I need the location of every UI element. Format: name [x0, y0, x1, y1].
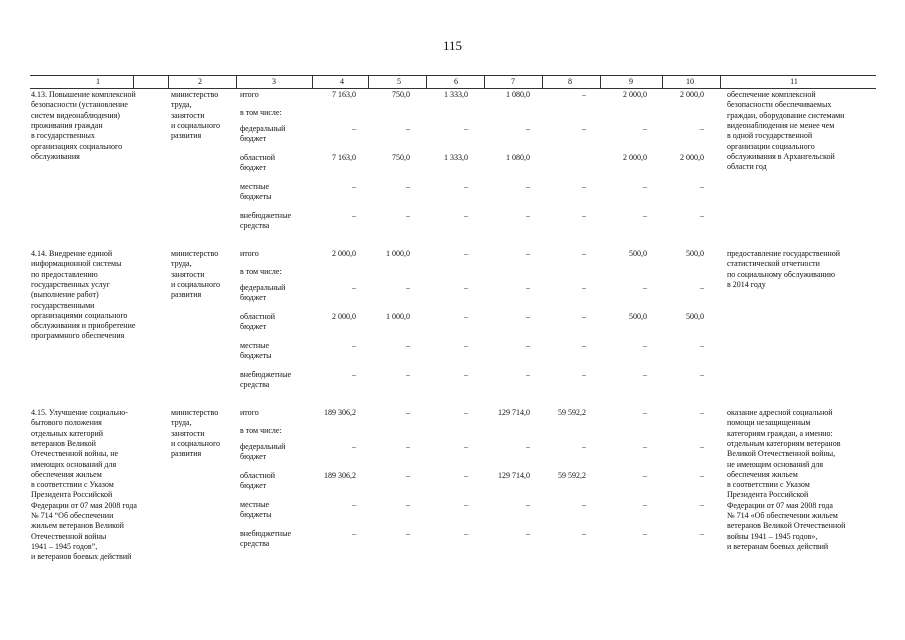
- measure-title: организациями социального: [31, 310, 128, 320]
- executor: и социального: [171, 438, 221, 448]
- amount-cell: –: [643, 124, 647, 133]
- amount-cell: 750,0: [392, 153, 410, 162]
- amount-cell: –: [406, 500, 410, 509]
- header-col-4: 4: [340, 77, 344, 86]
- expected-result: категориям граждан, а именно:: [727, 428, 833, 438]
- expected-result: статистической отчетности: [727, 259, 820, 269]
- header-divider: [368, 76, 369, 88]
- funding-source: внебюджетные: [240, 211, 291, 220]
- executor: занятости: [171, 269, 205, 279]
- header-divider: [484, 76, 485, 88]
- amount-cell: –: [643, 442, 647, 451]
- measure-title: и ветеранов боевых действий: [31, 552, 132, 562]
- measure-title: 1941 – 1945 годов”,: [31, 541, 98, 551]
- amount-cell: –: [406, 124, 410, 133]
- amount-cell: –: [406, 283, 410, 292]
- funding-source: средства: [240, 221, 270, 231]
- amount-cell: –: [526, 211, 530, 220]
- amount-cell: –: [643, 182, 647, 191]
- expected-result: ветеранов Великой Отечественной: [727, 521, 846, 531]
- amount-cell: –: [643, 500, 647, 509]
- amount-cell: 189 306,2: [324, 408, 356, 417]
- amount-cell: –: [526, 442, 530, 451]
- amount-cell: –: [526, 312, 530, 321]
- amount-cell: –: [526, 500, 530, 509]
- header-divider: [168, 76, 169, 88]
- funding-source: местные: [240, 182, 270, 191]
- amount-cell: 2 000,0: [680, 90, 704, 99]
- amount-cell: –: [464, 500, 468, 509]
- funding-source: в том числе:: [240, 108, 282, 117]
- amount-cell: –: [700, 442, 704, 451]
- amount-cell: –: [464, 370, 468, 379]
- funding-source: бюджеты: [240, 510, 272, 520]
- amount-cell: –: [582, 249, 586, 258]
- funding-source: итого: [240, 408, 259, 417]
- amount-cell: –: [582, 442, 586, 451]
- amount-cell: 7 163,0: [332, 90, 356, 99]
- amount-cell: 189 306,2: [324, 471, 356, 480]
- amount-cell: –: [406, 211, 410, 220]
- measure-title: бытового положения: [31, 418, 102, 428]
- amount-cell: –: [464, 471, 468, 480]
- measure-title: 4.13. Повышение комплексной: [31, 90, 136, 99]
- funding-source: бюджет: [240, 322, 267, 332]
- amount-cell: –: [582, 341, 586, 350]
- amount-cell: –: [464, 408, 468, 417]
- amount-cell: –: [464, 283, 468, 292]
- funding-source: федеральный: [240, 283, 286, 292]
- amount-cell: –: [464, 211, 468, 220]
- amount-cell: –: [526, 341, 530, 350]
- executor: министерство: [171, 408, 219, 417]
- expected-result: в 2014 году: [727, 279, 766, 289]
- measure-title: № 714 “Об обеспечении: [31, 511, 114, 520]
- executor: занятости: [171, 428, 205, 438]
- amount-cell: –: [700, 124, 704, 133]
- header-divider: [662, 76, 663, 88]
- measure-title: Президента Российской: [31, 490, 113, 500]
- header-col-7: 7: [511, 77, 515, 86]
- amount-cell: –: [352, 370, 356, 379]
- amount-cell: –: [700, 500, 704, 509]
- expected-result: граждан, оборудование системами: [727, 110, 845, 120]
- amount-cell: –: [643, 283, 647, 292]
- amount-cell: 7 163,0: [332, 153, 356, 162]
- header-col-1: 1: [96, 77, 100, 86]
- header-col-11: 11: [790, 77, 798, 86]
- measure-title: по предоставлению: [31, 269, 98, 279]
- measure-title: организациях социального: [31, 141, 123, 151]
- executor: развития: [171, 131, 202, 141]
- amount-cell: –: [526, 370, 530, 379]
- amount-cell: –: [352, 283, 356, 292]
- expected-result: Президента Российской: [727, 490, 809, 500]
- amount-cell: –: [582, 529, 586, 538]
- amount-cell: –: [582, 182, 586, 191]
- amount-cell: 129 714,0: [498, 408, 530, 417]
- amount-cell: –: [352, 341, 356, 350]
- amount-cell: –: [464, 341, 468, 350]
- amount-cell: 1 333,0: [444, 153, 468, 162]
- amount-cell: –: [526, 529, 530, 538]
- measure-title: в соответствии с Указом: [31, 480, 114, 490]
- measure-title: безопасности (установление: [31, 100, 128, 110]
- executor: министерство: [171, 249, 219, 258]
- amount-cell: 500,0: [686, 312, 704, 321]
- amount-cell: 2 000,0: [623, 90, 647, 99]
- expected-result: отдельным категориям ветеранов: [727, 438, 841, 448]
- amount-cell: –: [464, 182, 468, 191]
- amount-cell: –: [464, 529, 468, 538]
- amount-cell: –: [582, 283, 586, 292]
- table-header: [30, 75, 876, 89]
- expected-result: Великой Отечественной войны,: [727, 449, 836, 459]
- amount-cell: –: [700, 182, 704, 191]
- executor: и социального: [171, 279, 221, 289]
- amount-cell: –: [406, 370, 410, 379]
- amount-cell: –: [582, 124, 586, 133]
- funding-source: бюджет: [240, 134, 267, 144]
- funding-source: областной: [240, 471, 276, 480]
- header-divider: [133, 76, 134, 88]
- funding-source: бюджет: [240, 163, 267, 173]
- amount-cell: –: [352, 500, 356, 509]
- expected-result: безопасности обеспечиваемых: [727, 100, 832, 110]
- funding-source: бюджеты: [240, 192, 272, 202]
- expected-result: обеспечения жильем: [727, 469, 798, 479]
- amount-cell: –: [526, 249, 530, 258]
- measure-title: информационной системы: [31, 259, 122, 269]
- expected-result: области год: [727, 162, 767, 172]
- expected-result: обслуживания в Архангельской: [727, 151, 835, 161]
- measure-title: обслуживания и приобретение: [31, 321, 136, 331]
- amount-cell: –: [406, 341, 410, 350]
- amount-cell: 1 080,0: [506, 90, 530, 99]
- amount-cell: –: [643, 341, 647, 350]
- executor: труда,: [171, 259, 192, 269]
- amount-cell: –: [406, 182, 410, 191]
- header-divider: [720, 76, 721, 88]
- amount-cell: 129 714,0: [498, 471, 530, 480]
- funding-source: итого: [240, 249, 259, 258]
- amount-cell: 2 000,0: [332, 312, 356, 321]
- amount-cell: –: [526, 124, 530, 133]
- amount-cell: –: [643, 370, 647, 379]
- amount-cell: –: [582, 500, 586, 509]
- amount-cell: –: [352, 182, 356, 191]
- amount-cell: –: [700, 283, 704, 292]
- measure-title: систем видеонаблюдения): [31, 110, 120, 120]
- executor: труда,: [171, 418, 192, 428]
- funding-source: в том числе:: [240, 426, 282, 435]
- amount-cell: –: [643, 408, 647, 417]
- amount-cell: –: [526, 182, 530, 191]
- header-col-10: 10: [686, 77, 694, 86]
- amount-cell: –: [582, 90, 586, 99]
- measure-title: 4.15. Улучшение социально-: [31, 408, 128, 417]
- executor: министерство: [171, 90, 219, 99]
- funding-source: итого: [240, 90, 259, 99]
- measure-title: (выполнение работ): [31, 290, 99, 300]
- expected-result: оказание адресной социальной: [727, 408, 833, 417]
- amount-cell: 1 000,0: [386, 312, 410, 321]
- amount-cell: –: [700, 529, 704, 538]
- expected-result: № 714 «Об обеспечении жильем: [727, 511, 838, 520]
- funding-source: в том числе:: [240, 267, 282, 276]
- expected-result: Федерации от 07 мая 2008 года: [727, 500, 833, 510]
- executor: труда,: [171, 100, 192, 110]
- amount-cell: 500,0: [686, 249, 704, 258]
- amount-cell: –: [582, 370, 586, 379]
- amount-cell: –: [464, 249, 468, 258]
- header-divider: [312, 76, 313, 88]
- amount-cell: –: [352, 442, 356, 451]
- amount-cell: 1 080,0: [506, 153, 530, 162]
- expected-result: предоставление государственной: [727, 249, 841, 258]
- executor: развития: [171, 449, 202, 459]
- measure-title: отдельных категорий: [31, 428, 104, 438]
- measure-title: имеющих оснований для: [31, 459, 117, 469]
- measure-title: ветеранов Великой: [31, 438, 96, 448]
- funding-source: средства: [240, 380, 270, 390]
- measure-title: государственными: [31, 300, 95, 310]
- expected-result: и ветеранам боевых действий: [727, 541, 829, 551]
- funding-source: бюджет: [240, 452, 267, 462]
- measure-title: государственных услуг: [31, 279, 110, 289]
- amount-cell: 1 333,0: [444, 90, 468, 99]
- measure-title: проживания граждан: [31, 120, 103, 130]
- amount-cell: –: [643, 471, 647, 480]
- amount-cell: –: [643, 211, 647, 220]
- executor: занятости: [171, 110, 205, 120]
- amount-cell: –: [352, 211, 356, 220]
- amount-cell: 500,0: [629, 249, 647, 258]
- funding-source: внебюджетные: [240, 529, 291, 538]
- measure-title: в государственных: [31, 131, 95, 141]
- amount-cell: –: [406, 442, 410, 451]
- expected-result: не имеющим оснований для: [727, 459, 824, 469]
- amount-cell: –: [406, 529, 410, 538]
- amount-cell: 59 592,2: [558, 471, 586, 480]
- page-number: 115: [442, 38, 463, 53]
- funding-source: местные: [240, 341, 270, 350]
- funding-source: федеральный: [240, 442, 286, 451]
- header-col-3: 3: [272, 77, 276, 86]
- header-divider: [236, 76, 237, 88]
- funding-source: внебюджетные: [240, 370, 291, 379]
- amount-cell: –: [464, 442, 468, 451]
- measure-title: обслуживания: [31, 151, 80, 161]
- amount-cell: –: [700, 471, 704, 480]
- amount-cell: 750,0: [392, 90, 410, 99]
- amount-cell: 59 592,2: [558, 408, 586, 417]
- amount-cell: 1 000,0: [386, 249, 410, 258]
- header-col-2: 2: [198, 77, 202, 86]
- amount-cell: –: [700, 341, 704, 350]
- amount-cell: 2 000,0: [623, 153, 647, 162]
- funding-source: бюджет: [240, 481, 267, 491]
- measure-title: 4.14. Внедрение единой: [31, 249, 113, 258]
- measure-title: жильем ветеранов Великой: [31, 521, 124, 531]
- amount-cell: –: [700, 211, 704, 220]
- measure-title: обеспечения жильем: [31, 469, 102, 479]
- amount-cell: 2 000,0: [680, 153, 704, 162]
- measure-title: Отечественной войны: [31, 531, 107, 541]
- amount-cell: 500,0: [629, 312, 647, 321]
- funding-source: бюджет: [240, 293, 267, 303]
- header-col-5: 5: [397, 77, 401, 86]
- measure-title: Отечественной войны, не: [31, 449, 119, 459]
- amount-cell: –: [643, 529, 647, 538]
- header-col-6: 6: [454, 77, 458, 86]
- amount-cell: –: [352, 124, 356, 133]
- header-col-8: 8: [568, 77, 572, 86]
- executor: и социального: [171, 120, 221, 130]
- amount-cell: –: [464, 124, 468, 133]
- measure-title: Федерации от 07 мая 2008 года: [31, 500, 137, 510]
- funding-source: областной: [240, 312, 276, 321]
- funding-source: бюджеты: [240, 351, 272, 361]
- amount-cell: –: [526, 283, 530, 292]
- header-col-9: 9: [629, 77, 633, 86]
- amount-cell: –: [352, 529, 356, 538]
- amount-cell: –: [464, 312, 468, 321]
- funding-source: местные: [240, 500, 270, 509]
- header-divider: [600, 76, 601, 88]
- executor: развития: [171, 290, 202, 300]
- amount-cell: –: [700, 370, 704, 379]
- amount-cell: –: [700, 408, 704, 417]
- amount-cell: –: [582, 211, 586, 220]
- header-divider: [542, 76, 543, 88]
- expected-result: организации социального: [727, 141, 815, 151]
- expected-result: помощи незащищенным: [727, 418, 811, 428]
- header-divider: [426, 76, 427, 88]
- amount-cell: –: [406, 408, 410, 417]
- expected-result: видеонаблюдения не менее чем: [727, 120, 835, 130]
- amount-cell: –: [406, 471, 410, 480]
- expected-result: в одной государственной: [727, 131, 813, 141]
- funding-source: средства: [240, 539, 270, 549]
- funding-source: федеральный: [240, 124, 286, 133]
- expected-result: в соответствии с Указом: [727, 480, 810, 490]
- funding-source: областной: [240, 153, 276, 162]
- expected-result: по социальному обслуживанию: [727, 269, 835, 279]
- expected-result: обеспечение комплексной: [727, 90, 816, 99]
- measure-title: программного обеспечения: [31, 331, 125, 341]
- amount-cell: 2 000,0: [332, 249, 356, 258]
- amount-cell: –: [582, 312, 586, 321]
- expected-result: войны 1941 – 1945 годов»,: [727, 531, 818, 541]
